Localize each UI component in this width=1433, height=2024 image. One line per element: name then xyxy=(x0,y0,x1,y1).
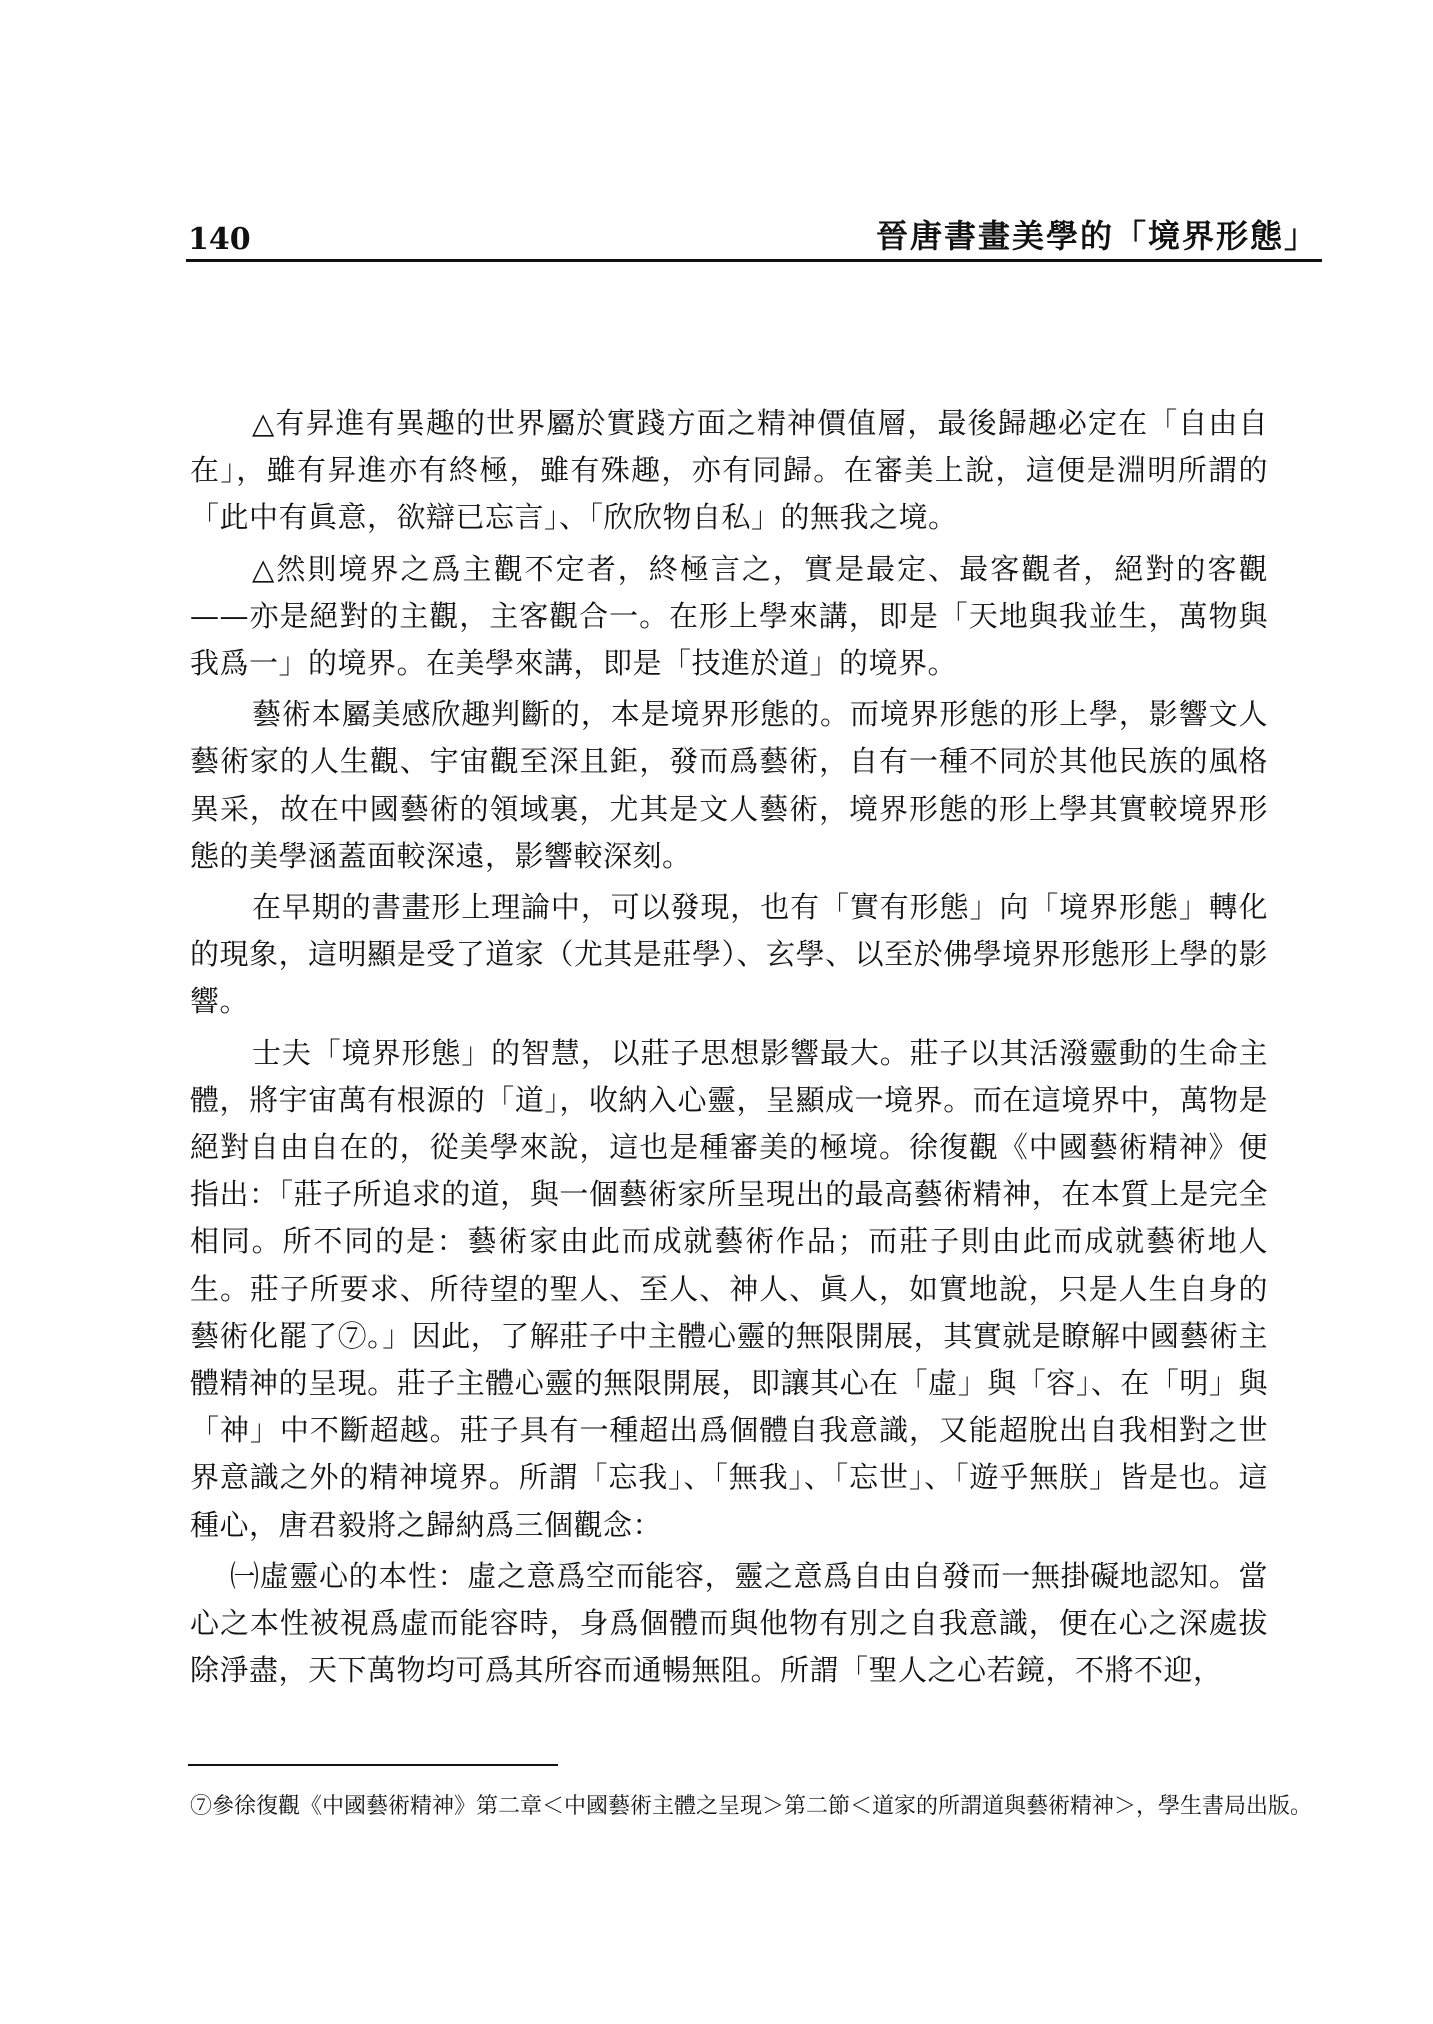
running-title: 晉唐書畫美學的「境界形態」 xyxy=(875,217,1318,255)
enumerated-paragraph: ㈠虛靈心的本性：虛之意爲空而能容，靈之意爲自由自發而一無掛礙地認知。當心之本性被視爲虛而能容時，身爲個體而與他物有別之自我意識，便在心之深處拔除淨盡，天下萬物均可爲其所容而通暢無阻。所謂「聖人之心若鏡，不將不迎， xyxy=(190,1558,1268,1688)
paragraph-5: 士夫「境界形態」的智慧，以莊子思想影響最大。莊子以其活潑靈動的生命主體，將宇宙萬有根源的「道」，收納入心靈，呈顯成一境界。而在這境界中，萬物是絕對自由自在的，從美學來說，這也是種審美的極境。徐復觀《中國藝術精神》便指出：「莊子所追求的道，與一個藝術家所呈現出的最高藝術精神，在本質上是完全相同。所不同的是：藝術家由此而成就藝術作品；而莊子則由此而成就藝術地人生。莊子所要求、所待望的聖人、至人、神人、眞人，如實地說，只是人生自身的藝術化罷了⑦。」因此，了解莊子中主體心靈的無限開展，其實就是瞭解中國藝術主體精神的呈現。莊子主體心靈的無限開展，即讓其心在「虛」與「容」、在「明」與「神」中不斷超越。莊子具有一種超出爲個體自我意識，又能超脫出自我相對之世界意識之外的精神境界。所謂「忘我」、「無我」、「忘世」、「遊乎無朕」皆是也。這種心，唐君毅將之歸納爲三個觀念： xyxy=(190,1035,1268,1542)
paragraph-4: 在早期的書畫形上理論中，可以發現，也有「實有形態」向「境界形態」轉化的現象，這明顯是受了道家（尤其是莊學）、玄學、以至於佛學境界形態形上學的影響。 xyxy=(190,890,1268,1019)
header-rule xyxy=(186,259,1322,262)
page-number: 140 xyxy=(188,222,251,257)
footnote-rule xyxy=(188,1764,558,1766)
paragraph-1: △有昇進有異趣的世界屬於實踐方面之精神價值層，最後歸趣必定在「自由自在」，雖有昇進亦有終極，雖有殊趣，亦有同歸。在審美上說，這便是淵明所謂的「此中有眞意，欲辯已忘言」、「欣欣物自私」的無我之境。 xyxy=(190,406,1268,535)
paragraph-2: △然則境界之爲主觀不定者，終極言之，實是最定、最客觀者，絕對的客觀——亦是絕對的主觀，主客觀合一。在形上學來講，即是「天地與我並生，萬物與我爲一」的境界。在美學來講，即是「技進於道」的境界。 xyxy=(190,551,1268,681)
body-text xyxy=(190,400,1268,1698)
footnote: ⑦參徐復觀《中國藝術精神》第二章＜中國藝術主體之呈現＞第二節＜道家的所謂道與藝術精神＞，學生書局出版。 xyxy=(190,1794,1313,1819)
running-header xyxy=(188,215,1318,263)
paragraph-3: 藝術本屬美感欣趣判斷的，本是境界形態的。而境界形態的形上學，影響文人藝術家的人生觀、宇宙觀至深且鉅，發而爲藝術，自有一種不同於其他民族的風格異采，故在中國藝術的領域裏，尤其是文人藝術，境界形態的形上學其實較境界形態的美學涵蓋面較深遠，影響較深刻。 xyxy=(190,697,1268,873)
